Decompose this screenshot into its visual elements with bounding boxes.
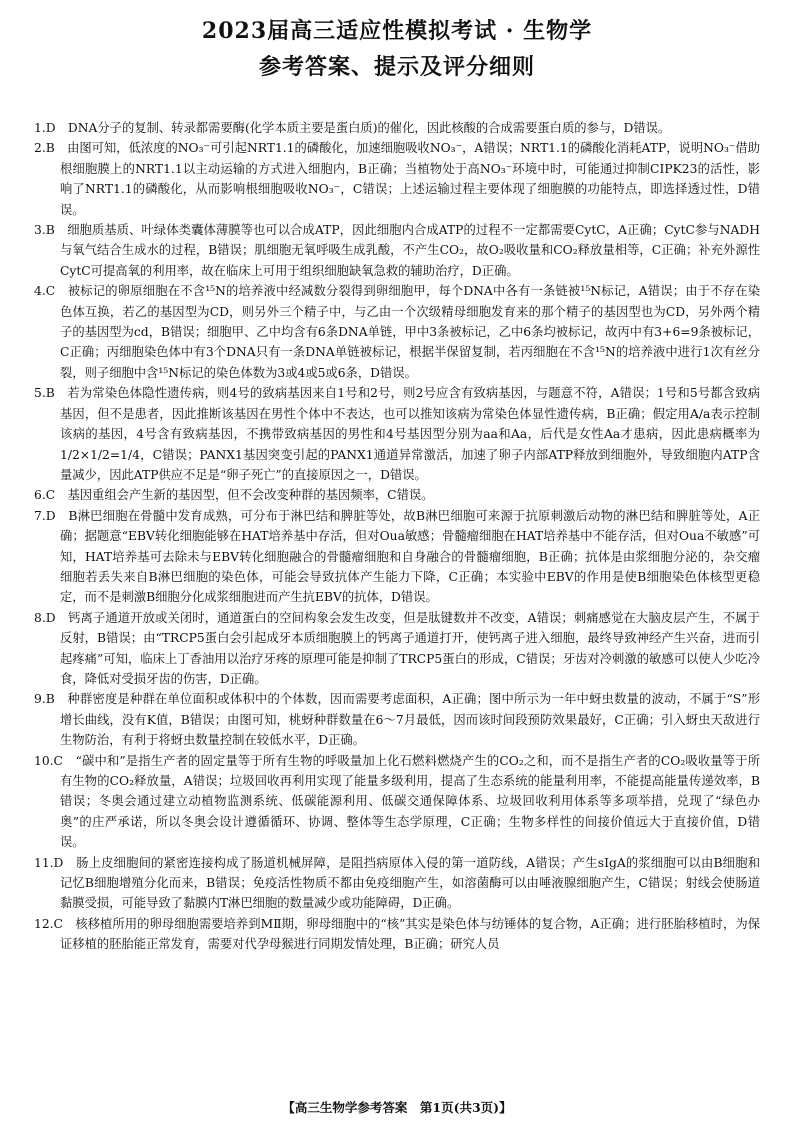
answer-item-10: 10.C “碳中和”是指生产者的固定量等于所有生物的呼吸量加上化石燃料燃烧产生的CO₂之和，而不是指生产者的CO₂吸收量等于所有生物的CO₂释放量，A错误；垃圾回收再利用实现了能量多级利用，提高了生态系统的能量利用率，不能提高能量传递效率，B错误；冬奥会通过建立动植物监测系统、低碳能源利用、低碳交通保障体系、垃圾回收利用体系等多项举措，兑现了“绿色办奥”的庄严承诺，所以冬奥会设计遵循循环、协调、整体等生态学原理，C正确；生物多样性的间接价值远大于直接价值，D错误。 <box>34 753 760 850</box>
page-footer: 【高三生物学参考答案 第1页(共3页)】 <box>282 1100 512 1115</box>
answer-item-12: 12.C 核移植所用的卵母细胞需要培养到MⅡ期，卵母细胞中的“核”其实是染色体与纺锤体的复合物，A正确；进行胚胎移植时，为保证移植的胚胎能正常发育，需要对代孕母猴进行同期发情处理，B正确；研究人员 <box>34 916 760 952</box>
answer-item-1: 1.D DNA分子的复制、转录都需要酶(化学本质主要是蛋白质)的催化，因此核酸的合成需要蛋白质的参与，D错误。 <box>34 121 671 135</box>
answer-item-4: 4.C 被标记的卵原细胞在不含¹⁵N的培养液中经减数分裂得到卵细胞甲，每个DNA中各有一条链被¹⁵N标记，A错误；由于不存在染色体互换，若乙的基因型为CD，则另外三个精子中，与乙由一个次级精母细胞发育来的那个精子的基因型也为CD，另外两个精子的基因型为cd，B错误；细胞甲、乙中均含有6条DNA单链，甲中3条被标记，乙中6条均被标记，故丙中有3+6=9条被标记，C正确；丙细胞染色体中有3个DNA只有一条DNA单链被标记，根据半保留复制，若丙细胞在不含¹⁵N的培养液中进行1次有丝分裂，则子细胞中含¹⁵N标记的染色体数为3或4或5或6条，D错误。 <box>34 284 760 380</box>
answer-list <box>34 118 760 955</box>
answer-item-11: 11.D 肠上皮细胞间的紧密连接构成了肠道机械屏障，是阻挡病原体入侵的第一道防线，A错误；产生sIgA的浆细胞可以由B细胞和记忆B细胞增殖分化而来，B错误；免疫活性物质不都由免疫细胞产生，如溶菌酶可以由唾液腺细胞产生，C错误；射线会使肠道黏膜受损，可能导致了黏膜内T淋巴细胞的数量减少或功能障碍，D正确。 <box>34 855 760 911</box>
answer-item-8: 8.D 钙离子通道开放或关闭时，通道蛋白的空间构象会发生改变，但是肽键数并不改变，A错误；刺痛感觉在大脑皮层产生，不属于反射，B错误；由“TRCP5蛋白会引起成牙本质细胞膜上的钙离子通道打开，使钙离子进入细胞，最终导致神经产生兴奋，进而引起疼痛”可知，临床上丁香油用以治疗牙疼的原理可能是抑制了TRCP5蛋白的形成，C错误；牙齿对冷刺激的敏感可以使人少吃冷食，降低对受损牙齿的伤害，D正确。 <box>34 610 760 686</box>
answer-item-2: 2.B 由图可知，低浓度的NO₃⁻可引起NRT1.1的磷酸化，加速细胞吸收NO₃⁻，A错误；NRT1.1的磷酸化消耗ATP，说明NO₃⁻借助根细胞膜上的NRT1.1以主动运输的方式进入细胞内，B正确；当植物处于高NO₃⁻环境中时，可能通过抑制CIPK23的活性，影响了NRT1.1的磷酸化，从而影响根细胞吸收NO₃⁻，C错误；上述运输过程主要体现了细胞膜的功能特点，即选择透过性，D错误。 <box>34 141 760 217</box>
answer-item-7: 7.D B淋巴细胞在骨髓中发育成熟，可分布于淋巴结和脾脏等处，故B淋巴细胞可来源于抗原刺激后动物的淋巴结和脾脏等处，A正确；据题意“EBV转化细胞能够在HAT培养基中存活，但对Oua敏感；骨髓瘤细胞在HAT培养基中不能存活，但对Oua不敏感”可知，HAT培养基可去除未与EBV转化细胞融合的骨髓瘤细胞和自身融合的骨髓瘤细胞，B正确；抗体是由浆细胞分泌的，杂交瘤细胞若丢失来自B淋巴细胞的染色体，可能会导致抗体产生能力下降，C正确；本实验中EBV的作用是使B细胞染色体核型更稳定，而不是刺激B细胞分化成浆细胞进而产生抗EBV的抗体，D错误。 <box>34 508 760 605</box>
page-subtitle: 参考答案、提示及评分细则 <box>258 54 535 80</box>
answer-item-5: 5.B 若为常染色体隐性遗传病，则4号的致病基因来自1号和2号，则2号应含有致病基因，与题意不符，A错误；1号和5号都含致病基因，但不是患者，因此推断该基因在男性个体中不表达，也可以推知该病为常染色体显性遗传病，B正确；假定用A/a表示控制该病的基因，4号含有致病基因，不携带致病基因的男性和4号基因型分别为aa和Aa，后代是女性Aa才患病，因此患病概率为1/2×1/2=1/4，C错误；PANX1基因突变引起的PANX1通道异常激活，加速了卵子内部ATP释放到细胞外，导致细胞内ATP含量减少，因此ATP供应不足是“卵子死亡”的直接原因之一，D错误。 <box>34 386 760 482</box>
answer-item-6: 6.C 基因重组会产生新的基因型，但不会改变种群的基因频率，C错误。 <box>34 488 434 503</box>
answer-item-9: 9.B 种群密度是种群在单位面积或体积中的个体数，因而需要考虑面积，A正确；图中所示为一年中蚜虫数量的波动，不属于“S”形增长曲线，没有K值，B错误；由图可知，桃蚜种群数量在6～7月最低，因而该时间段预防效果最好，C正确；引入蚜虫天敌进行生物防治，有利于将蚜虫数量控制在较低水平，D正确。 <box>34 692 760 748</box>
page-title: 2023届高三适应性模拟考试 · 生物学 <box>201 18 593 44</box>
answer-item-3: 3.B 细胞质基质、叶绿体类囊体薄膜等也可以合成ATP，因此细胞内合成ATP的过程不一定都需要CytC，A正确；CytC参与NADH与氧气结合生成水的过程，B错误；肌细胞无氧呼吸生成乳酸，不产生CO₂，故O₂吸收量和CO₂释放量相等，C正确；补充外源性CytC可提高氧的利用率，故在临床上可用于组织细胞缺氧急救的辅助治疗，D正确。 <box>34 223 760 278</box>
